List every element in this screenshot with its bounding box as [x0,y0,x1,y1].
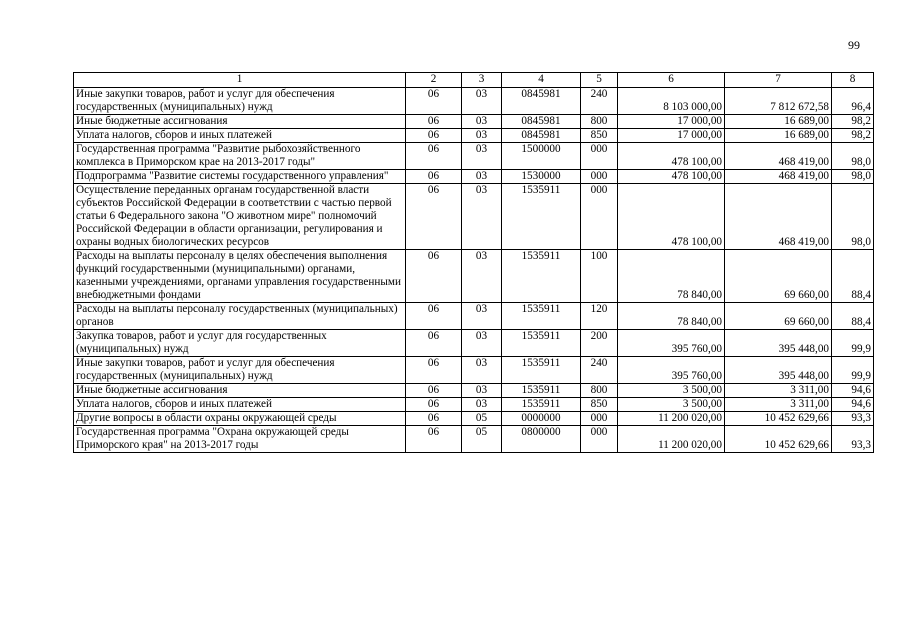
table-row [74,143,874,170]
row-section: 06 [406,170,462,184]
row-section: 06 [406,88,462,115]
row-name: Закупка товаров, работ и услуг для государственных (муниципальных) нужд [74,330,406,357]
row-name: Государственная программа "Охрана окружающей среды Приморского края" на 2013-2017 годы [74,426,406,453]
row-target-code: 1535911 [502,384,581,398]
row-section: 06 [406,412,462,426]
row-section: 06 [406,184,462,250]
row-subsection: 03 [462,129,502,143]
row-subsection: 03 [462,143,502,170]
row-name: Уплата налогов, сборов и иных платежей [74,129,406,143]
table-row [74,250,874,303]
row-actual: 7 812 672,58 [725,88,832,115]
row-target-code: 1535911 [502,184,581,250]
row-subsection: 03 [462,303,502,330]
table-row [74,384,874,398]
row-target-code: 0000000 [502,412,581,426]
row-expense-type: 100 [581,250,618,303]
row-target-code: 1535911 [502,250,581,303]
row-name: Иные бюджетные ассигнования [74,115,406,129]
row-subsection: 03 [462,170,502,184]
row-percent: 99,9 [832,357,874,384]
row-target-code: 0800000 [502,426,581,453]
row-subsection: 03 [462,250,502,303]
row-expense-type: 000 [581,184,618,250]
row-name: Осуществление переданных органам государственной власти субъектов Российской Федерации в соответствии с частью первой статьи 6 Федерального закона "О животном мире" полномочий Российской Федерации в области организации, регулирования и охраны водных биологических ресурсов [74,184,406,250]
row-section: 06 [406,426,462,453]
table-row [74,330,874,357]
table-row [74,303,874,330]
row-target-code: 1500000 [502,143,581,170]
row-planned: 11 200 020,00 [618,412,725,426]
header-cell: 2 [406,73,462,88]
header-cell: 7 [725,73,832,88]
row-expense-type: 240 [581,88,618,115]
row-expense-type: 850 [581,398,618,412]
row-expense-type: 800 [581,384,618,398]
row-actual: 10 452 629,66 [725,412,832,426]
row-target-code: 1535911 [502,303,581,330]
row-actual: 468 419,00 [725,170,832,184]
row-planned: 3 500,00 [618,384,725,398]
row-expense-type: 120 [581,303,618,330]
row-percent: 98,0 [832,184,874,250]
row-subsection: 03 [462,357,502,384]
row-name: Иные бюджетные ассигнования [74,384,406,398]
table-row [74,88,874,115]
row-section: 06 [406,330,462,357]
row-target-code: 0845981 [502,129,581,143]
row-percent: 96,4 [832,88,874,115]
row-subsection: 03 [462,398,502,412]
row-expense-type: 240 [581,357,618,384]
row-planned: 78 840,00 [618,303,725,330]
row-percent: 94,6 [832,384,874,398]
row-expense-type: 000 [581,426,618,453]
row-target-code: 0845981 [502,88,581,115]
row-expense-type: 850 [581,129,618,143]
table-row [74,129,874,143]
table-row [74,184,874,250]
row-actual: 468 419,00 [725,143,832,170]
row-percent: 93,3 [832,426,874,453]
row-percent: 93,3 [832,412,874,426]
row-name: Иные закупки товаров, работ и услуг для обеспечения государственных (муниципальных) нужд [74,357,406,384]
header-cell: 1 [74,73,406,88]
row-percent: 94,6 [832,398,874,412]
row-actual: 395 448,00 [725,357,832,384]
row-section: 06 [406,303,462,330]
row-actual: 395 448,00 [725,330,832,357]
row-target-code: 1530000 [502,170,581,184]
row-planned: 8 103 000,00 [618,88,725,115]
row-planned: 478 100,00 [618,170,725,184]
table-row [74,398,874,412]
row-planned: 478 100,00 [618,143,725,170]
row-section: 06 [406,143,462,170]
row-name: Расходы на выплаты персоналу в целях обеспечения выполнения функций государственными (муниципальными) органами, казенными учреждениями, органами управления государственными внебюджетными фондами [74,250,406,303]
row-expense-type: 000 [581,170,618,184]
row-subsection: 05 [462,426,502,453]
table-row [74,170,874,184]
row-percent: 98,0 [832,143,874,170]
row-planned: 17 000,00 [618,115,725,129]
row-planned: 395 760,00 [618,357,725,384]
row-name: Государственная программа "Развитие рыбохозяйственного комплекса в Приморском крае на 2013-2017 годы" [74,143,406,170]
row-actual: 10 452 629,66 [725,426,832,453]
row-section: 06 [406,357,462,384]
header-cell: 3 [462,73,502,88]
row-subsection: 03 [462,88,502,115]
row-subsection: 03 [462,384,502,398]
row-expense-type: 200 [581,330,618,357]
row-actual: 3 311,00 [725,398,832,412]
table-row [74,115,874,129]
row-planned: 17 000,00 [618,129,725,143]
row-section: 06 [406,398,462,412]
row-name: Расходы на выплаты персоналу государственных (муниципальных) органов [74,303,406,330]
row-name: Подпрограмма "Развитие системы государственного управления" [74,170,406,184]
row-expense-type: 800 [581,115,618,129]
table-row [74,426,874,453]
row-planned: 478 100,00 [618,184,725,250]
row-percent: 98,2 [832,129,874,143]
row-subsection: 03 [462,330,502,357]
row-percent: 88,4 [832,250,874,303]
header-cell: 6 [618,73,725,88]
row-subsection: 03 [462,115,502,129]
row-target-code: 1535911 [502,398,581,412]
row-percent: 99,9 [832,330,874,357]
header-row [74,73,874,88]
row-expense-type: 000 [581,412,618,426]
row-actual: 16 689,00 [725,115,832,129]
row-name: Иные закупки товаров, работ и услуг для обеспечения государственных (муниципальных) нужд [74,88,406,115]
header-cell: 5 [581,73,618,88]
row-name: Другие вопросы в области охраны окружающей среды [74,412,406,426]
row-subsection: 05 [462,412,502,426]
row-planned: 11 200 020,00 [618,426,725,453]
table-row [74,357,874,384]
row-section: 06 [406,115,462,129]
row-planned: 395 760,00 [618,330,725,357]
row-section: 06 [406,384,462,398]
row-percent: 88,4 [832,303,874,330]
row-subsection: 03 [462,184,502,250]
row-planned: 3 500,00 [618,398,725,412]
header-cell: 4 [502,73,581,88]
budget-table [73,72,874,453]
header-cell: 8 [832,73,874,88]
row-actual: 16 689,00 [725,129,832,143]
row-name: Уплата налогов, сборов и иных платежей [74,398,406,412]
row-section: 06 [406,250,462,303]
row-actual: 3 311,00 [725,384,832,398]
row-section: 06 [406,129,462,143]
table-row [74,412,874,426]
row-target-code: 0845981 [502,115,581,129]
row-actual: 69 660,00 [725,250,832,303]
row-percent: 98,0 [832,170,874,184]
row-percent: 98,2 [832,115,874,129]
row-target-code: 1535911 [502,357,581,384]
row-target-code: 1535911 [502,330,581,357]
row-actual: 468 419,00 [725,184,832,250]
row-expense-type: 000 [581,143,618,170]
page-number: 99 [848,38,860,52]
row-planned: 78 840,00 [618,250,725,303]
row-actual: 69 660,00 [725,303,832,330]
